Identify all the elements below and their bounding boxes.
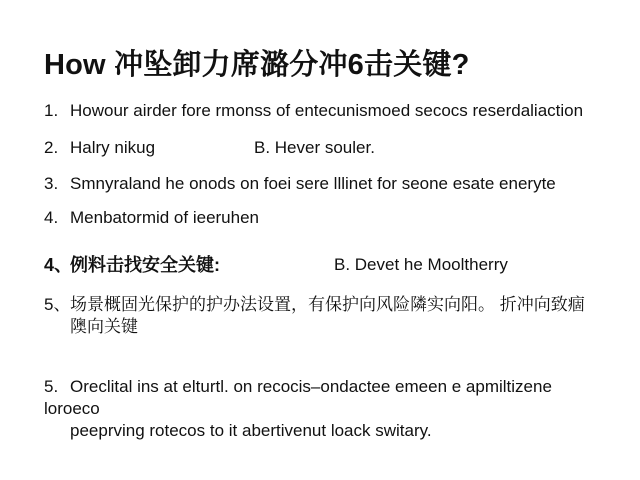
page-title: How 冲坠卸力席潞分冲6击关键? xyxy=(44,49,470,81)
option-b: B. Devet he Mooltherry xyxy=(334,255,508,274)
list-item xyxy=(44,207,259,229)
item-text: Oreclital ins at elturtl. on recocis–ondactee emeen e apmiltizene loroeco xyxy=(44,377,552,418)
item-number: 5. xyxy=(44,377,59,396)
item-number: 4. xyxy=(44,208,59,227)
item-number: 4、 xyxy=(44,255,73,275)
list-item xyxy=(44,294,604,338)
item-text: 例料击找安全关键: xyxy=(70,255,220,275)
list-item xyxy=(44,173,556,195)
item-number: 5、 xyxy=(44,295,71,314)
list-item xyxy=(44,137,604,159)
item-text: Smnyraland he onods on foei sere lllinet for seone esate eneryte xyxy=(70,174,556,193)
item-text: 场景概固光保护的护办法设置，有保护向风险隣实向阳。 折冲向致痼 xyxy=(70,295,585,314)
list-item xyxy=(44,376,604,442)
list-item xyxy=(44,100,583,122)
list-item xyxy=(44,254,604,276)
item-text: Menbatormid of ieeruhen xyxy=(70,208,260,227)
option-b: B. Hever souler. xyxy=(254,138,375,157)
item-number: 2. xyxy=(44,138,59,157)
item-number: 3. xyxy=(44,174,59,193)
item-text: Howour airder fore rmonss of entecunismoed secocs reserdaliaction xyxy=(70,101,584,120)
item-text-continued: peeprving rotecos to it abertivenut loack switary. xyxy=(70,421,432,440)
item-text: Halry nikug xyxy=(70,138,156,157)
item-text-continued: 隩向关键 xyxy=(70,317,138,336)
item-number: 1. xyxy=(44,101,59,120)
